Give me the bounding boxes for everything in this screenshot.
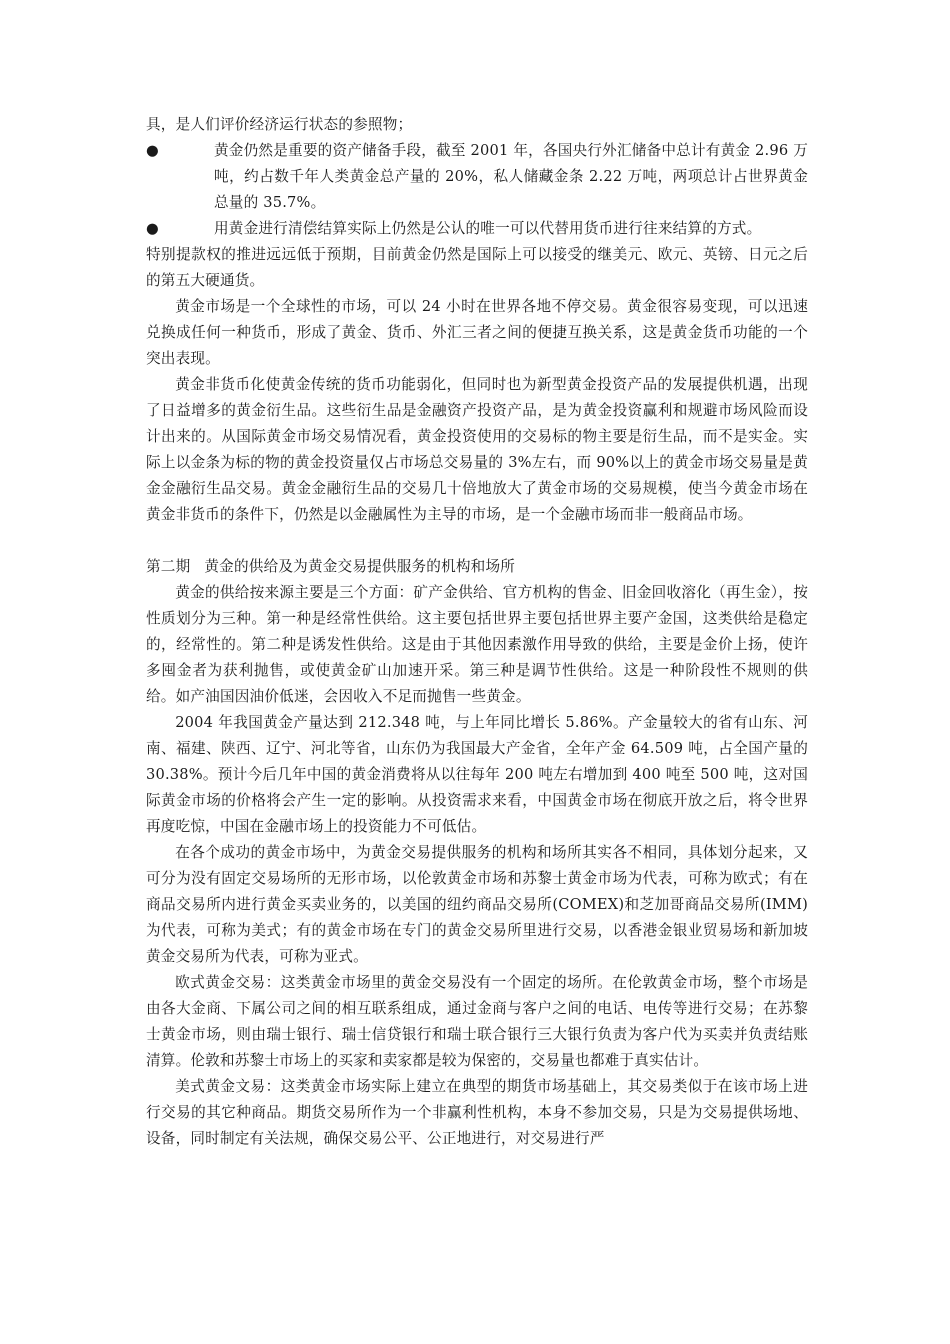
section-gap <box>146 528 808 554</box>
paragraph-demonetize: 黄金非货币化使黄金传统的货币功能弱化，但同时也为新型黄金投资产品的发展提供机遇，出现了日益增多的黄金衍生品。这些衍生品是金融资产投资产品，是为黄金投资赢利和规避市场风险而设计出来的。从国际黄金市场交易情况看，黄金投资使用的交易标的物主要是衍生品，而不是实金。实际上以金条为标的物的黄金投资量仅占市场总交易量的 3%左右，而 90%以上的黄金市场交易量是黄金金融衍生品交易。黄金金融衍生品的交易几十倍地放大了黄金市场的交易规模，使当今黄金市场在黄金非货币的条件下，仍然是以金融属性为主导的市场，是一个金融市场而非一般商品市场。 <box>146 376 808 523</box>
bullet-mark: ● <box>146 142 159 159</box>
paragraph-institutions: 在各个成功的黄金市场中，为黄金交易提供服务的机构和场所其实各不相同，具体划分起来，又可分为没有固定交易场所的无形市场，以伦敦黄金市场和苏黎士黄金市场为代表，可称为欧式；有在商品交易所内进行黄金买卖业务的，以美国的纽约商品交易所(COMEX)和芝加哥商品交易所(IMM)为代表，可称为美式；有的黄金市场在专门的黄金交易所里进行交易，以香港金银业贸易场和新加坡黄金交易所为代表，可称为亚式。 <box>146 844 808 965</box>
section-heading <box>146 554 808 580</box>
bullet-item-reserve <box>146 138 808 216</box>
bullet-item-settlement <box>146 216 808 242</box>
bullet-text-settlement: 用黄金进行清偿结算实际上仍然是公认的唯一可以代替用货币进行往来结算的方式。 <box>214 220 762 237</box>
paragraph-american: 美式黄金文易：这类黄金市场实际上建立在典型的期货市场基础上，其交易类似于在该市场上进行交易的其它种商品。期货交易所作为一个非赢利性机构，本身不参加交易，只是为交易提供场地、设备，同时制定有关法规，确保交易公平、公正地进行，对交易进行严 <box>146 1078 808 1147</box>
section-number: 第二期 <box>146 558 191 575</box>
bullet-text-reserve: 黄金仍然是重要的资产储备手段，截至 2001 年，各国央行外汇储备中总计有黄金 2.96 万吨，约占数千年人类黄金总产量的 20%，私人储藏金条 2.22 万吨，两项总计占世界黄金总量的 35.7%。 <box>214 142 808 211</box>
paragraph-market: 黄金市场是一个全球性的市场，可以 24 小时在世界各地不停交易。黄金很容易变现，可以迅速兑换成任何一种货币，形成了黄金、货币、外汇三者之间的便捷互换关系，这是黄金货币功能的一个突出表现。 <box>146 298 808 367</box>
paragraph-2004-production: 2004 年我国黄金产量达到 212.348 吨，与上年同比增长 5.86%。产金量较大的省有山东、河南、福建、陕西、辽宁、河北等省，山东仍为我国最大产金省，全年产金 64.509 吨，占全国产量的 30.38%。预计今后几年中国的黄金消费将从以往每年 200 吨左右增加到 400 吨至 500 吨，这对国际黄金市场的价格将会产生一定的影响。从投资需求来看，中国黄金市场在彻底开放之后，将令世界再度吃惊，中国在金融市场上的投资能力不可低估。 <box>146 714 808 835</box>
document-page <box>146 112 808 1152</box>
section-title: 黄金的供给及为黄金交易提供服务的机构和场所 <box>204 558 516 575</box>
intro-line: 具，是人们评价经济运行状态的参照物； <box>146 116 413 133</box>
bullet-mark: ● <box>146 220 159 237</box>
paragraph-european: 欧式黄金交易：这类黄金市场里的黄金交易没有一个固定的场所。在伦敦黄金市场，整个市场是由各大金商、下属公司之间的相互联系组成，通过金商与客户之间的电话、电传等进行交易；在苏黎士黄金市场，则由瑞士银行、瑞士信贷银行和瑞士联合银行三大银行负责为客户代为买卖并负责结账清算。伦敦和苏黎士市场上的买家和卖家都是较为保密的，交易量也都难于真实估计。 <box>146 974 808 1069</box>
paragraph-supply: 黄金的供给按来源主要是三个方面：矿产金供给、官方机构的售金、旧金回收溶化（再生金），按性质划分为三种。第一种是经常性供给。这主要包括世界主要包括世界主要产金国，这类供给是稳定的，经常性的。第二种是诱发性供给。这是由于其他因素激作用导致的供给，主要是金价上扬，使许多囤金者为获利抛售，或使黄金矿山加速开采。第三种是调节性供给。这是一种阶段性不规则的供给。如产油国因油价低迷，会因收入不足而抛售一些黄金。 <box>146 584 808 705</box>
paragraph-sdr: 特别提款权的推进远远低于预期，目前黄金仍然是国际上可以接受的继美元、欧元、英镑、日元之后的第五大硬通货。 <box>146 246 808 289</box>
